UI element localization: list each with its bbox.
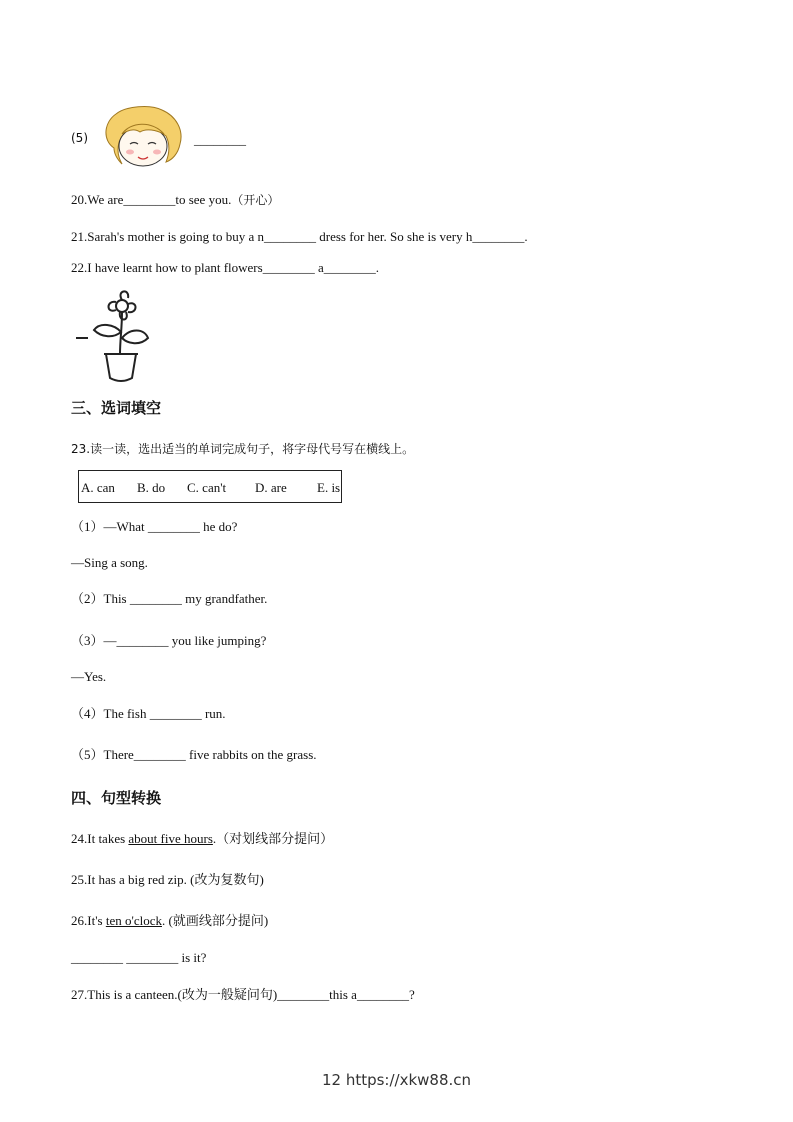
options-box	[78, 470, 342, 503]
option-a: A. can	[81, 480, 115, 495]
question-23-instruction: 23.读一读，选出适当的单词完成句子，将字母代号写在横线上。	[71, 442, 415, 456]
question-26-underlined: ten o'clock	[105, 913, 162, 928]
page-footer: 12 https://xkw88.cn	[321, 1071, 472, 1089]
question-23-item-3: （3）—________ you like jumping?	[71, 633, 267, 648]
option-b: B. do	[137, 480, 166, 495]
item-5-blank: ________	[194, 132, 246, 147]
question-24-underlined: about five hours	[128, 831, 213, 846]
option-e: E. is	[317, 480, 341, 495]
question-24-prefix: 24.It takes	[71, 831, 129, 846]
question-23-item-4: （4）The fish ________ run.	[71, 706, 226, 721]
flower-pot-picture	[74, 288, 154, 386]
question-23-item-3-answer: —Yes.	[71, 669, 107, 684]
question-25: 25.It has a big red zip. (改为复数句)	[71, 872, 264, 887]
question-26	[71, 913, 268, 929]
question-20-text: 20.We are________to see you.	[71, 192, 232, 207]
option-d: D. are	[255, 480, 287, 495]
question-27: 27.This is a canteen.(改为一般疑问句)________this a________?	[71, 987, 415, 1002]
question-26-suffix: . (就画线部分提问)	[161, 913, 269, 928]
girl-face-picture	[100, 104, 186, 170]
question-21: 21.Sarah's mother is going to buy a n________ dress for her. So she is very h________.	[71, 229, 528, 244]
question-20-hint: （开心）	[231, 193, 280, 207]
option-c: C. can't	[187, 480, 227, 495]
question-23-item-5: （5）There________ five rabbits on the grass.	[71, 747, 317, 762]
question-26-answer: ________ ________ is it?	[71, 950, 207, 965]
section-4-title: 四、句型转换	[71, 789, 162, 807]
section-3-title: 三、选词填空	[71, 399, 162, 417]
question-24	[71, 831, 333, 847]
question-20	[71, 192, 279, 208]
item-5-label: (5)	[71, 131, 88, 145]
question-24-suffix: .（对划线部分提问）	[212, 831, 334, 846]
question-23-item-2: （2）This ________ my grandfather.	[71, 591, 268, 606]
question-23-item-1: （1）—What ________ he do?	[71, 519, 238, 534]
question-26-prefix: 26.It's	[71, 913, 106, 928]
question-22: 22.I have learnt how to plant flowers________ a________.	[71, 260, 379, 275]
question-23-item-1-answer: —Sing a song.	[71, 555, 148, 570]
